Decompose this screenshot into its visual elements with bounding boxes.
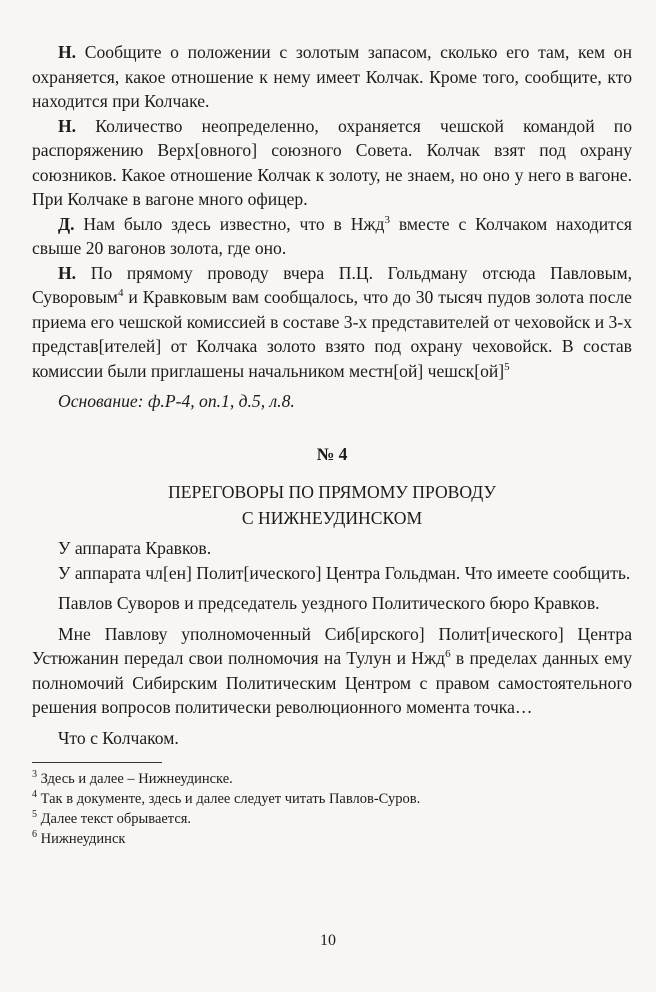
paragraph-3 (32, 212, 632, 261)
paragraph-1 (32, 40, 632, 114)
document-page (32, 40, 632, 849)
document-title-line-2: С НИЖНЕУДИНСКОМ (241, 508, 423, 528)
speaker-label: Д. (58, 213, 75, 234)
paragraph-text: Нам было здесь известно, что в Нжд (74, 213, 385, 234)
footnote-text: Здесь и далее – Нижнеудинске. (37, 771, 233, 787)
footnote-number: 4 (32, 789, 37, 801)
paragraph-text: Мне Павлову уполномоченный Сиб[ирского] Полит[ического] Центра Устюжанин передал свои полномочия на Тулун и Нжд (32, 623, 632, 668)
paragraph-text: в пределах данных ему полномочий Сибирским Политическим Центром с правом самостоятельного решения вопросов политически революционного момента точка… (32, 648, 632, 717)
footnote-text: Нижнеудинск (37, 831, 126, 847)
body-paragraph-1: У аппарата Кравков. (58, 538, 212, 558)
footnote-text: Далее текст обрывается. (37, 811, 192, 827)
footnote-6 (32, 829, 632, 849)
paragraph-2 (32, 114, 632, 212)
speaker-label: Н. (58, 42, 77, 62)
body-paragraph-3: Павлов Суворов и председатель уездного Политического бюро Кравков. (58, 593, 600, 613)
footnote-3 (32, 769, 632, 789)
paragraph-text: Сообщите о положении с золотым запасом, сколько его там, кем он охраняется, какое отношение к нему имеет Колчак. Кроме того, сообщите, кто находится при Колчаке. (32, 42, 632, 111)
body-paragraph-2: У аппарата чл[ен] Полит[ического] Центра Гольдман. Что имеете сообщить. (58, 562, 631, 583)
paragraph-text: Количество неопределенно, охраняется чешской командой по распоряжению Верх[овного] союзного Совета. Колчак взят под охрану союзников. Какое отношение Колчак к золоту, не знаем, но оно у него в вагоне. При Колчаке в вагоне много офицер. (32, 115, 632, 209)
body-paragraph-5: Что с Колчаком. (58, 727, 179, 748)
document-title-line-1: ПЕРЕГОВОРЫ ПО ПРЯМОМУ ПРОВОДУ (168, 482, 496, 502)
footnote-ref[interactable]: 3 (384, 213, 391, 226)
paragraph-text: вместе с Колчаком находится свыше 20 вагонов золота, где оно. (32, 213, 632, 258)
footnote-number: 5 (32, 809, 37, 821)
footnote-ref[interactable]: 4 (117, 287, 124, 300)
speaker-label: Н. (58, 115, 77, 136)
footnote-ref[interactable]: 6 (445, 648, 451, 661)
paragraph-text: и Кравковым вам сообщалось, что до 30 тысяч пудов золота после приема его чешской комиссией в составе 3-х представителей от чеховойск и 3-х представ[ителей] от Колчака золото взято под охрану чеховойск. В состав комиссии были приглашены начальником местн[ой] чешск[ой] (32, 287, 632, 381)
paragraph-4 (32, 261, 632, 384)
paragraph-text: По прямому проводу вчера П.Ц. Гольдману отсюда Павловым, Суворовым (32, 262, 632, 307)
speaker-label: Н. (58, 262, 77, 283)
body-paragraph-4 (32, 622, 632, 720)
document-number: № 4 (316, 443, 348, 464)
footnote-number: 3 (32, 769, 37, 781)
footnote-number: 6 (32, 829, 37, 841)
footnote-text: Так в документе, здесь и далее следует читать Павлов-Суров. (37, 791, 421, 807)
footnote-divider (32, 762, 162, 763)
archive-basis: Основание: ф.Р-4, оп.1, д.5, л.8. (58, 391, 295, 411)
footnote-4 (32, 789, 632, 809)
page-number: 10 (320, 932, 336, 949)
footnote-ref[interactable]: 5 (504, 360, 510, 373)
footnote-5 (32, 809, 632, 829)
